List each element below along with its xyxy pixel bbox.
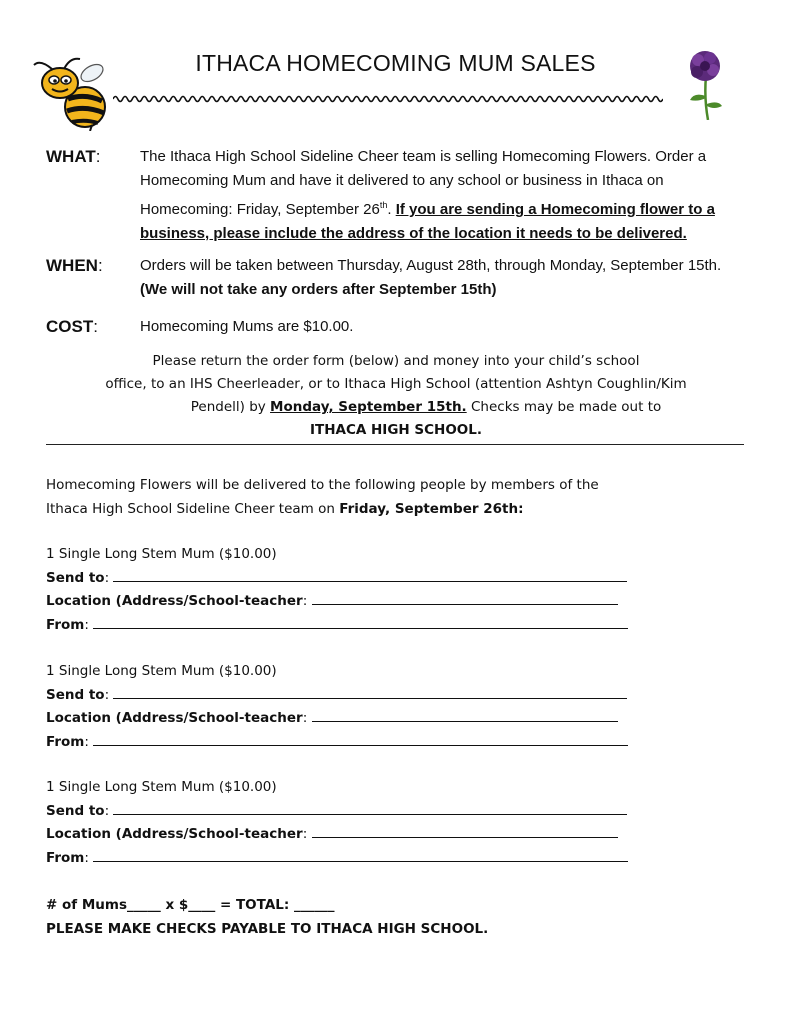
what-label: WHAT: — [46, 147, 101, 166]
when-text: Orders will be taken between Thursday, August 28th, through Monday, September 15th. (We will not take any orders after September 15th) — [140, 257, 722, 298]
what-text: The Ithaca High School Sideline Cheer team is selling Homecoming Flowers. Order a Homecoming Mum and have it delivered to any school or business in Ithaca on Homecoming: Friday, September 26th. If you are sending a Homecoming flower to a business, please include the address of the location it needs to be delivered. — [140, 148, 715, 242]
from-field[interactable]: From: — [46, 614, 746, 638]
page-title: ITHACA HOMECOMING MUM SALES — [195, 50, 596, 76]
from-field[interactable]: From: — [46, 731, 746, 755]
delivery-line-2: Ithaca High School Sideline Cheer team on Friday, September 26th: — [46, 500, 524, 517]
when-bold-note: (We will not take any orders after September 15th) — [140, 281, 497, 298]
when-label: WHEN: — [46, 256, 103, 275]
payable-note: PLEASE MAKE CHECKS PAYABLE TO ITHACA HIGH SCHOOL. — [46, 920, 489, 937]
order-block-3 — [46, 776, 746, 870]
order-item-label: 1 Single Long Stem Mum ($10.00) — [46, 779, 277, 795]
instructions-line-4: ITHACA HIGH SCHOOL. — [309, 422, 483, 438]
instructions-line-2: office, to an IHS Cheerleader, or to Ithaca High School (attention Ashtyn Coughlin/Kim — [105, 376, 687, 392]
instructions-line-1: Please return the order form (below) and money into your child’s school — [152, 353, 640, 369]
send-to-field[interactable]: Send to: — [46, 567, 746, 591]
from-field[interactable]: From: — [46, 847, 746, 871]
send-to-field[interactable]: Send to: — [46, 684, 746, 708]
instructions-line-3: Pendell) by Monday, September 15th. Checks may be made out to — [190, 399, 662, 415]
location-field[interactable]: Location (Address/School-teacher: — [46, 590, 746, 614]
totals-section — [46, 894, 746, 941]
return-instructions — [46, 350, 746, 442]
section-divider — [46, 444, 744, 445]
what-bold-note: If you are sending a Homecoming flower to a business, please include the address of the location it needs to be delivered. — [140, 201, 715, 242]
delivery-intro — [46, 474, 746, 521]
order-block-1 — [46, 543, 746, 637]
cost-text: Homecoming Mums are $10.00. — [140, 318, 354, 335]
total-line[interactable]: # of Mums_____ x $____ = TOTAL: ______ — [46, 897, 335, 913]
order-item-label: 1 Single Long Stem Mum ($10.00) — [46, 546, 277, 562]
order-block-2 — [46, 660, 746, 754]
send-to-field[interactable]: Send to: — [46, 800, 746, 824]
location-field[interactable]: Location (Address/School-teacher: — [46, 823, 746, 847]
squiggle-divider — [113, 92, 663, 106]
location-field[interactable]: Location (Address/School-teacher: — [46, 707, 746, 731]
delivery-line-1: Homecoming Flowers will be delivered to the following people by members of the — [46, 477, 599, 493]
order-item-label: 1 Single Long Stem Mum ($10.00) — [46, 663, 277, 679]
cost-label: COST: — [46, 317, 98, 336]
mum-flower-icon — [680, 48, 730, 120]
